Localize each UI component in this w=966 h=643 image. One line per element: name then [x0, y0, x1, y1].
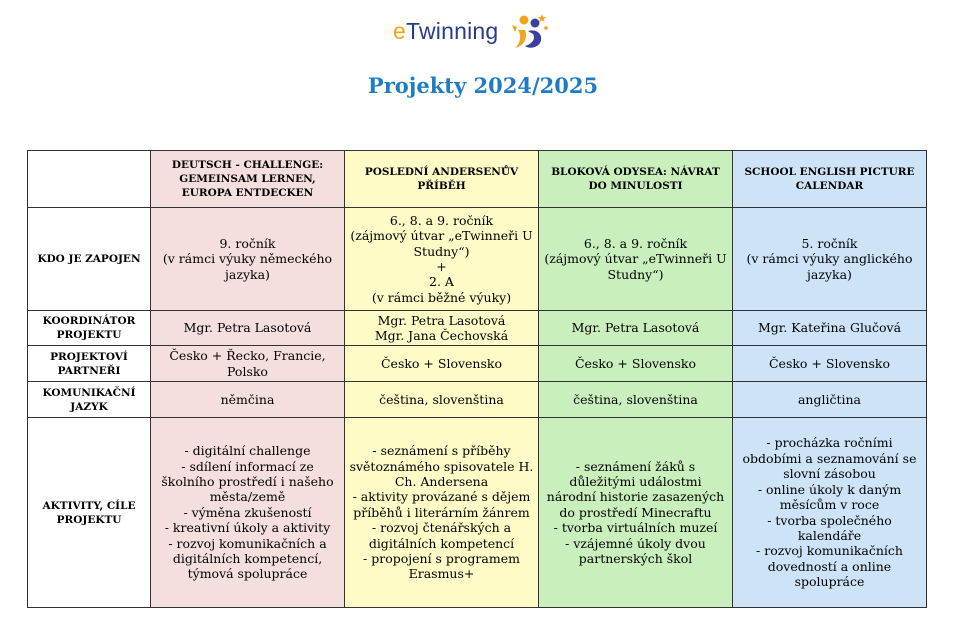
- table-cell: - seznámení s příběhy světoznámého spisovatele H. Ch. Andersena - aktivity provázané s dějem příběhů i literárním žánrem - rozvoj čtenářských a digitálních kompetencí - propojení s programem Erasmus+: [345, 418, 539, 608]
- table-cell: Česko + Slovensko: [539, 346, 733, 382]
- row-label: KDO JE ZAPOJEN: [28, 208, 151, 311]
- header-blokova-odysea: BLOKOVÁ ODYSEA: NÁVRAT DO MINULOSTI: [539, 151, 733, 208]
- table-cell: Česko + Řecko, Francie, Polsko: [151, 346, 345, 382]
- etwinning-logo: [393, 10, 550, 52]
- header-picture-calendar: SCHOOL ENGLISH PICTURE CALENDAR: [733, 151, 927, 208]
- header-andersen: POSLEDNÍ ANDERSENŮV PŘÍBĚH: [345, 151, 539, 208]
- table-cell: čeština, slovenština: [345, 382, 539, 418]
- table-row: [28, 418, 927, 608]
- table-cell: - digitální challenge - sdílení informací ze školního prostředí i našeho města/země - výměna zkušeností - kreativní úkoly a aktivity - rozvoj komunikačních a digitálních kompetencí, týmová spolupráce: [151, 418, 345, 608]
- etwinning-star-people-icon: [504, 10, 550, 52]
- table-cell: Mgr. Kateřina Glučová: [733, 311, 927, 346]
- table-cell: Mgr. Petra Lasotová: [539, 311, 733, 346]
- logo-text: eTwinning: [393, 17, 499, 44]
- row-label: KOORDINÁTOR PROJEKTU: [28, 311, 151, 346]
- table-cell: - procházka ročními obdobími a seznamování se slovní zásobou - online úkoly k daným měsícům v roce - tvorba společného kalendáře - rozvoj komunikačních dovedností a online spolupráce: [733, 418, 927, 608]
- table-row: [28, 382, 927, 418]
- table-cell: němčina: [151, 382, 345, 418]
- table-cell: Mgr. Petra Lasotová: [151, 311, 345, 346]
- table-row: [28, 346, 927, 382]
- table-cell: 6., 8. a 9. ročník (zájmový útvar „eTwinneři U Studny“): [539, 208, 733, 311]
- table-cell: 6., 8. a 9. ročník (zájmový útvar „eTwinneři U Studny“) + 2. A (v rámci běžné výuky): [345, 208, 539, 311]
- table-cell: Česko + Slovensko: [733, 346, 927, 382]
- row-label: PROJEKTOVÍ PARTNEŘI: [28, 346, 151, 382]
- row-label: KOMUNIKAČNÍ JAZYK: [28, 382, 151, 418]
- corner-cell: [28, 151, 151, 208]
- table-row: [28, 208, 927, 311]
- table-cell: 5. ročník (v rámci výuky anglického jazyka): [733, 208, 927, 311]
- row-label: AKTIVITY, CÍLE PROJEKTU: [28, 418, 151, 608]
- projects-table: [27, 150, 927, 608]
- page-title: Projekty 2024/2025: [367, 73, 599, 98]
- header-row: [28, 151, 927, 208]
- table-cell: Česko + Slovensko: [345, 346, 539, 382]
- table-cell: Mgr. Petra Lasotová Mgr. Jana Čechovská: [345, 311, 539, 346]
- header-deutsch-challenge: DEUTSCH - CHALLENGE: GEMEINSAM LERNEN, EUROPA ENTDECKEN: [151, 151, 345, 208]
- table-row: [28, 311, 927, 346]
- table-cell: čeština, slovenština: [539, 382, 733, 418]
- table-cell: - seznámení žáků s důležitými událostmi národní historie zasazených do prostředí Minecraftu - tvorba virtuálních muzeí - vzájemné úkoly dvou partnerských škol: [539, 418, 733, 608]
- table-cell: angličtina: [733, 382, 927, 418]
- table-cell: 9. ročník (v rámci výuky německého jazyka): [151, 208, 345, 311]
